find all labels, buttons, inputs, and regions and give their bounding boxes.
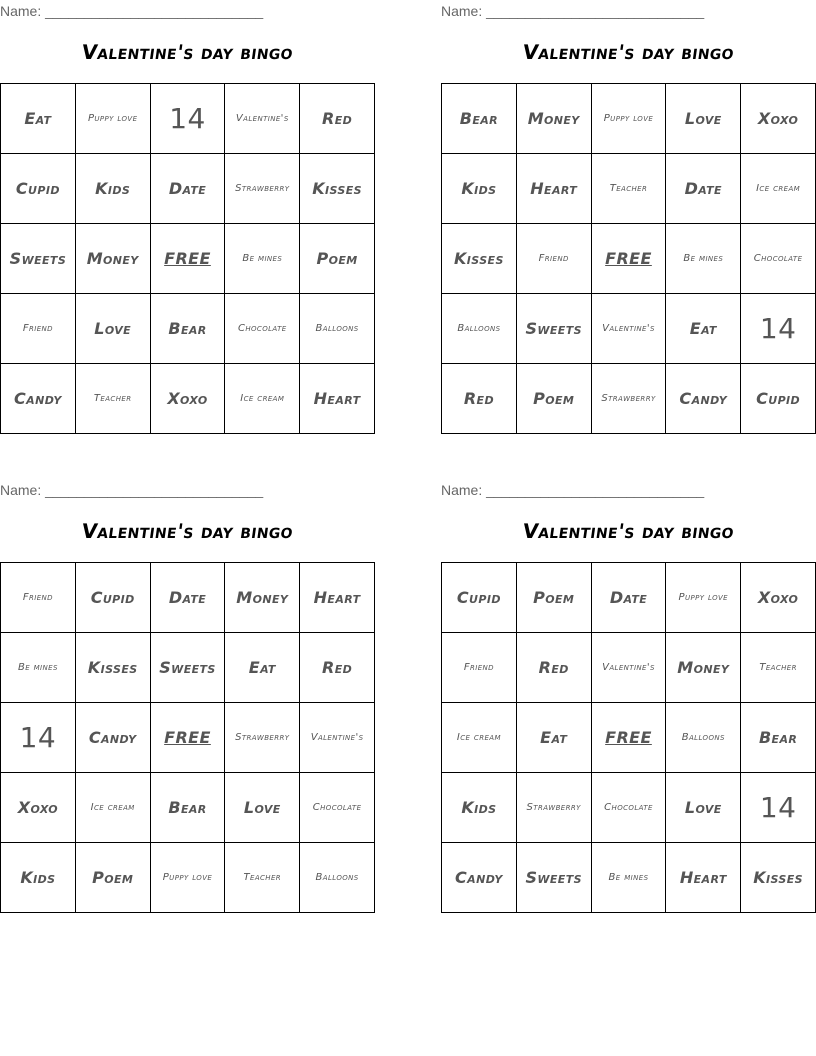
bingo-cell-label: Bear (168, 798, 207, 817)
bingo-cell-label: 14 (169, 102, 206, 135)
bingo-cell[interactable] (151, 633, 226, 703)
bingo-cell[interactable] (1, 154, 76, 224)
bingo-cell[interactable] (151, 843, 226, 913)
bingo-cell-label: Kisses (87, 658, 138, 677)
bingo-cell-label: Balloons (457, 323, 501, 334)
bingo-cell[interactable] (151, 84, 226, 154)
bingo-cell[interactable] (442, 703, 517, 773)
bingo-cell-label: 14 (759, 791, 797, 824)
bingo-cell-label: Love (684, 109, 722, 128)
bingo-cell-label: Candy (14, 389, 62, 408)
bingo-cell-label: Cupid (90, 588, 135, 607)
bingo-cell[interactable] (300, 224, 375, 294)
bingo-cell-label: Sweets (9, 249, 67, 268)
bingo-cell-label: Date (168, 588, 207, 607)
bingo-cell-label: Heart (530, 179, 578, 198)
bingo-cell-label: Balloons (315, 872, 359, 883)
card-title: Valentine's day bingo (80, 519, 295, 543)
bingo-cell-label: Candy (88, 728, 137, 747)
bingo-cell-label: Be mines (608, 872, 649, 883)
bingo-cell-label: Strawberry (601, 393, 656, 404)
name-field[interactable]: Name: ____________________________ (441, 3, 705, 19)
bingo-cell-label: Ice cream (756, 183, 801, 194)
bingo-cell[interactable] (1, 843, 76, 913)
bingo-cell-label: Valentine's (602, 662, 655, 673)
bingo-cell-label: Puppy love (87, 113, 138, 124)
bingo-cell-label: Love (684, 798, 722, 817)
bingo-cell[interactable] (300, 563, 375, 633)
bingo-cell-label: Love (94, 319, 132, 338)
bingo-cell[interactable] (442, 633, 517, 703)
bingo-cell-label: FREE (164, 728, 211, 747)
bingo-cell-label: Kids (20, 868, 56, 887)
bingo-cell[interactable] (1, 294, 76, 364)
bingo-cell[interactable] (592, 294, 667, 364)
bingo-cell[interactable] (225, 773, 300, 843)
bingo-cell[interactable] (517, 154, 592, 224)
bingo-cell-label: Poem (316, 249, 358, 268)
bingo-cell-label: Cupid (756, 389, 801, 408)
bingo-cell[interactable] (225, 364, 300, 434)
bingo-cell[interactable] (592, 84, 667, 154)
bingo-cell[interactable] (592, 364, 667, 434)
bingo-cell-label: Eat (248, 658, 276, 677)
bingo-cell[interactable] (76, 154, 151, 224)
bingo-cell-label: Heart (679, 868, 727, 887)
bingo-card-4 (441, 479, 816, 913)
bingo-cell[interactable] (517, 843, 592, 913)
bingo-cell-label: FREE (605, 728, 652, 747)
bingo-cell-label: Date (609, 588, 648, 607)
bingo-card-3 (0, 479, 375, 913)
bingo-cell[interactable] (666, 703, 741, 773)
bingo-cell-label: Teacher (759, 662, 797, 673)
bingo-cell-label: FREE (164, 249, 211, 268)
bingo-cell[interactable] (442, 294, 517, 364)
bingo-cell[interactable] (741, 843, 816, 913)
bingo-cell-label: Eat (689, 319, 717, 338)
bingo-cell[interactable] (76, 364, 151, 434)
bingo-cell[interactable] (442, 364, 517, 434)
bingo-cell[interactable] (76, 563, 151, 633)
bingo-cell-label: Be mines (242, 253, 283, 264)
bingo-cell-label: Friend (463, 662, 494, 673)
bingo-cell-label: Sweets (159, 658, 216, 677)
bingo-cell-label: Puppy love (162, 872, 213, 883)
bingo-cell-label: Kids (461, 798, 497, 817)
bingo-cell-label: Teacher (93, 393, 132, 404)
bingo-cell-label: Date (168, 179, 207, 198)
bingo-cell-label: Sweets (525, 868, 582, 887)
bingo-cell[interactable] (666, 773, 741, 843)
bingo-cell[interactable] (517, 364, 592, 434)
bingo-cell-label: Heart (313, 588, 361, 607)
bingo-cell[interactable] (151, 773, 226, 843)
bingo-cell[interactable] (741, 364, 816, 434)
name-field[interactable]: Name: ____________________________ (0, 3, 264, 19)
bingo-cell[interactable] (517, 773, 592, 843)
bingo-cell-label: Poem (92, 868, 134, 887)
bingo-cell[interactable] (151, 364, 226, 434)
bingo-card-1 (0, 0, 375, 434)
bingo-cell[interactable] (76, 224, 151, 294)
bingo-cell-label: Eat (540, 728, 568, 747)
bingo-cell[interactable] (517, 84, 592, 154)
bingo-cell[interactable] (592, 633, 667, 703)
bingo-cell[interactable] (1, 633, 76, 703)
bingo-cell[interactable] (741, 224, 816, 294)
free-space[interactable] (592, 703, 667, 773)
bingo-cell-label: Ice cream (456, 732, 501, 743)
bingo-cell[interactable] (151, 154, 226, 224)
bingo-cell[interactable] (666, 224, 741, 294)
bingo-cell[interactable] (1, 224, 76, 294)
bingo-cell-label: Bear (168, 319, 207, 338)
bingo-cell-label: Xoxo (167, 389, 208, 408)
bingo-cell[interactable] (666, 364, 741, 434)
bingo-cell[interactable] (741, 633, 816, 703)
bingo-cell-label: Heart (313, 389, 361, 408)
bingo-cell-label: Sweets (525, 319, 582, 338)
bingo-cell[interactable] (76, 773, 151, 843)
bingo-cell[interactable] (300, 84, 375, 154)
bingo-cell[interactable] (666, 154, 741, 224)
bingo-cell[interactable] (741, 294, 816, 364)
bingo-cell-label: Be mines (17, 662, 58, 673)
bingo-cell[interactable] (666, 294, 741, 364)
bingo-cell-label: Chocolate (604, 802, 653, 813)
bingo-cell-label: Cupid (456, 588, 501, 607)
bingo-cell-label: Money (527, 109, 580, 128)
name-field[interactable]: Name: ____________________________ (441, 482, 705, 498)
bingo-cell-label: Strawberry (235, 183, 290, 194)
bingo-cell-label: 14 (759, 312, 797, 345)
bingo-cell-label: Cupid (15, 179, 60, 198)
free-space[interactable] (151, 703, 226, 773)
bingo-cell[interactable] (76, 633, 151, 703)
bingo-cell[interactable] (76, 843, 151, 913)
bingo-cell-label: Ice cream (90, 802, 135, 813)
bingo-cell[interactable] (300, 843, 375, 913)
bingo-cell[interactable] (300, 633, 375, 703)
bingo-cell-label: Puppy love (603, 113, 654, 124)
bingo-cell[interactable] (442, 84, 517, 154)
card-title: Valentine's day bingo (521, 519, 736, 543)
bingo-cell[interactable] (741, 563, 816, 633)
bingo-cell-label: Teacher (609, 183, 648, 194)
bingo-grid (441, 83, 816, 434)
card-title: Valentine's day bingo (521, 40, 736, 64)
bingo-cell[interactable] (592, 843, 667, 913)
bingo-cell-label: Money (677, 658, 730, 677)
bingo-cell-label: Valentine's (235, 113, 289, 124)
bingo-cell[interactable] (1, 84, 76, 154)
bingo-cell-label: Red (322, 658, 353, 677)
bingo-cell-label: Kisses (753, 868, 803, 887)
bingo-cell[interactable] (666, 84, 741, 154)
bingo-card-2 (441, 0, 816, 434)
bingo-cell[interactable] (300, 703, 375, 773)
bingo-cell-label: Kisses (312, 179, 362, 198)
bingo-cell[interactable] (225, 703, 300, 773)
bingo-cell-label: Valentine's (310, 732, 364, 743)
bingo-cell-label: Kisses (454, 249, 504, 268)
bingo-cell[interactable] (741, 154, 816, 224)
bingo-cell[interactable] (666, 843, 741, 913)
bingo-cell-label: Balloons (315, 323, 359, 334)
bingo-cell[interactable] (517, 224, 592, 294)
bingo-cell[interactable] (741, 703, 816, 773)
bingo-cell[interactable] (1, 773, 76, 843)
bingo-cell-label: Xoxo (757, 588, 799, 607)
bingo-cell[interactable] (517, 294, 592, 364)
bingo-cell[interactable] (300, 773, 375, 843)
bingo-cell[interactable] (592, 563, 667, 633)
bingo-grid (441, 562, 816, 913)
bingo-cell-label: Red (538, 658, 569, 677)
bingo-cell[interactable] (741, 773, 816, 843)
bingo-cell[interactable] (300, 154, 375, 224)
bingo-cell[interactable] (225, 843, 300, 913)
bingo-cell-label: Money (236, 588, 289, 607)
bingo-cell-label: Kids (461, 179, 497, 198)
bingo-cell-label: Strawberry (235, 732, 290, 743)
bingo-cell-label: Xoxo (757, 109, 799, 128)
bingo-cell-label: Xoxo (17, 798, 59, 817)
bingo-cell-label: Kids (95, 179, 131, 198)
bingo-cell-label: 14 (19, 721, 57, 754)
bingo-cell[interactable] (442, 224, 517, 294)
name-field[interactable]: Name: ____________________________ (0, 482, 264, 498)
bingo-cell[interactable] (442, 843, 517, 913)
bingo-cell[interactable] (225, 294, 300, 364)
bingo-cell[interactable] (225, 84, 300, 154)
bingo-cell[interactable] (666, 633, 741, 703)
bingo-cell[interactable] (442, 563, 517, 633)
bingo-cell-label: Chocolate (312, 802, 362, 813)
free-space[interactable] (151, 224, 226, 294)
bingo-cell[interactable] (225, 224, 300, 294)
bingo-cell-label: Teacher (243, 872, 282, 883)
bingo-cell-label: Red (322, 109, 353, 128)
bingo-cell-label: Date (684, 179, 722, 198)
bingo-cell[interactable] (1, 563, 76, 633)
bingo-cell[interactable] (225, 154, 300, 224)
bingo-cell-label: Friend (22, 592, 53, 603)
bingo-cell[interactable] (300, 364, 375, 434)
bingo-cell[interactable] (76, 703, 151, 773)
bingo-cell[interactable] (666, 563, 741, 633)
bingo-cell-label: Ice cream (240, 393, 285, 404)
bingo-cell-label: Bear (459, 109, 499, 128)
bingo-cell[interactable] (76, 294, 151, 364)
bingo-cell-label: Love (243, 798, 281, 817)
bingo-cell-label: Eat (24, 109, 52, 128)
bingo-cell-label: Friend (538, 253, 569, 264)
bingo-cell-label: Puppy love (678, 592, 729, 603)
bingo-cell[interactable] (1, 364, 76, 434)
bingo-cell[interactable] (517, 563, 592, 633)
bingo-cell[interactable] (442, 154, 517, 224)
bingo-cell[interactable] (300, 294, 375, 364)
bingo-cell-label: Balloons (681, 732, 725, 743)
bingo-cell-label: Poem (533, 588, 575, 607)
bingo-cell[interactable] (151, 563, 226, 633)
bingo-cell[interactable] (225, 563, 300, 633)
bingo-cell-label: Candy (679, 389, 728, 408)
bingo-cell-label: Strawberry (526, 802, 581, 813)
bingo-cell[interactable] (151, 294, 226, 364)
bingo-cell[interactable] (1, 703, 76, 773)
bingo-cell-label: Poem (533, 389, 575, 408)
bingo-cell[interactable] (442, 773, 517, 843)
bingo-cell[interactable] (76, 84, 151, 154)
free-space[interactable] (592, 224, 667, 294)
bingo-cell-label: Be mines (683, 253, 724, 264)
bingo-cell-label: Money (86, 249, 139, 268)
bingo-cell[interactable] (592, 773, 667, 843)
card-title: Valentine's day bingo (80, 40, 295, 64)
bingo-cell-label: Bear (758, 728, 798, 747)
bingo-cell[interactable] (741, 84, 816, 154)
bingo-cell[interactable] (592, 154, 667, 224)
bingo-cell-label: FREE (605, 249, 652, 268)
bingo-cell[interactable] (517, 703, 592, 773)
bingo-cell-label: Chocolate (237, 323, 287, 334)
bingo-cell-label: Valentine's (602, 323, 655, 334)
bingo-cell-label: Chocolate (753, 253, 803, 264)
bingo-cell[interactable] (517, 633, 592, 703)
bingo-cell-label: Red (463, 389, 494, 408)
bingo-grid (0, 562, 375, 913)
bingo-cell-label: Friend (22, 323, 53, 334)
bingo-cell[interactable] (225, 633, 300, 703)
bingo-grid (0, 83, 375, 434)
bingo-cell-label: Candy (455, 868, 503, 887)
